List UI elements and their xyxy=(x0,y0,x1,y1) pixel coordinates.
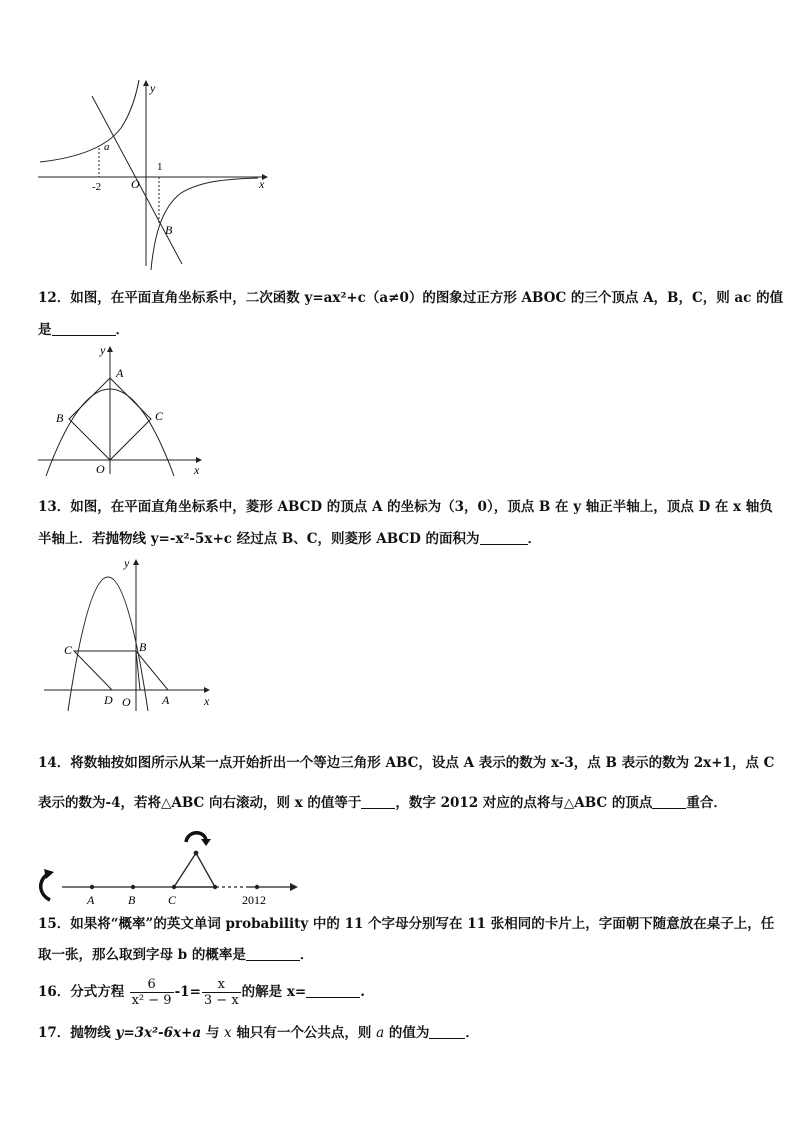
equilateral-triangle xyxy=(174,853,215,887)
question-number: 16． xyxy=(38,984,71,1000)
answer-blank[interactable] xyxy=(480,530,528,545)
x-axis-label: x xyxy=(259,177,265,191)
point-d-label: D xyxy=(104,693,113,707)
point-a-label: A xyxy=(116,366,124,380)
y-axis-label: y xyxy=(150,81,156,95)
y-axis-label: y xyxy=(124,556,130,570)
point-c-label: C xyxy=(64,643,73,657)
answer-blank-1[interactable] xyxy=(361,794,395,809)
question-15-line2: 取一张，那么取到字母 b 的概率是 ． xyxy=(38,947,314,963)
point-a-label: A xyxy=(162,693,170,707)
x-axis-label: x xyxy=(204,694,210,708)
question-12 xyxy=(38,284,784,312)
question-number: 15． xyxy=(38,916,71,932)
tick-1: 1 xyxy=(157,161,163,173)
fraction-2: $\frac{x}{3 - x}$ xyxy=(203,977,239,1008)
hyperbola-upper-branch xyxy=(40,80,139,162)
question-number: 13． xyxy=(38,499,71,515)
curved-arrow-icon xyxy=(41,874,50,900)
answer-blank[interactable] xyxy=(52,321,116,336)
figure-q12 xyxy=(36,342,208,478)
x-axis-label: x xyxy=(194,463,200,477)
figure-q13 xyxy=(40,553,220,715)
question-15 xyxy=(38,910,775,938)
figure-q14 xyxy=(36,826,300,908)
answer-blank[interactable] xyxy=(429,1024,465,1039)
question-text: 如图，在平面直角坐标系中，菱形 ABCD 的顶点 A 的坐标为（3，0），顶点 B 在 y 轴正半轴上，顶点 D 在 x 轴负 xyxy=(70,499,773,515)
point-b-label: B xyxy=(165,223,173,237)
figure-q11 xyxy=(36,78,270,274)
point-b-label: B xyxy=(128,893,136,907)
question-17: 17．抛物线 y=3x²-6x+a 与 x 轴只有一个公共点，则 a 的值为 ． xyxy=(38,1025,479,1041)
question-text: 如图，在平面直角坐标系中，二次函数 y=ax²+c（a≠0）的图象过正方形 ABOC 的三个顶点 A，B，C，则 ac 的值 xyxy=(70,290,784,306)
question-text: 如果将“概率”的英文单词 probability 中的 11 个字母分别写在 11 张相同的卡片上，字面朝下随意放在桌子上，任 xyxy=(70,916,775,932)
answer-blank-2[interactable] xyxy=(652,794,686,809)
point-b-label: B xyxy=(139,640,147,654)
fraction-1: $\frac{6}{\text{x² − 9}}$ xyxy=(131,977,172,1008)
question-16: 16．分式方程 $\frac{6}{\text{x² − 9}}$ -1= $\frac{x}{3 - x}$ 的解是 x= . xyxy=(38,977,365,1008)
point-a-label: A xyxy=(87,893,95,907)
point-c-label: C xyxy=(168,893,177,907)
question-number: 12． xyxy=(38,290,71,306)
label-2012: 2012 xyxy=(242,893,266,907)
point-c-label: C xyxy=(155,409,164,423)
origin-label: O xyxy=(122,695,131,709)
question-number: 17． xyxy=(38,1025,71,1041)
question-14-line2: 表示的数为-4，若将△ABC 向右滚动，则 x 的值等于 ，数字 2012 对应的点将与△ABC 的顶点 重合． xyxy=(38,795,727,811)
question-14 xyxy=(38,749,775,777)
question-number: 14． xyxy=(38,755,71,771)
rhombus-abcd xyxy=(74,651,168,690)
question-text: 将数轴按如图所示从某一点开始折出一个等边三角形 ABC，设点 A 表示的数为 x-3，点 B 表示的数为 2x+1，点 C xyxy=(70,755,775,771)
point-a-label: a xyxy=(104,141,110,153)
question-13-line2: 半轴上．若抛物线 y=-x²-5x+c 经过点 B、C，则菱形 ABCD 的面积为 ． xyxy=(38,531,542,547)
question-12-line2: 是 ． xyxy=(38,322,129,338)
point-b-label: B xyxy=(56,411,64,425)
origin-label: O xyxy=(96,462,105,476)
question-13 xyxy=(38,493,773,521)
origin-label: O xyxy=(131,177,140,191)
formula: y=3x²-6x+a xyxy=(115,1025,202,1041)
answer-blank[interactable] xyxy=(306,983,360,998)
y-axis-label: y xyxy=(100,343,106,357)
answer-blank[interactable] xyxy=(246,946,300,961)
tick-neg2: -2 xyxy=(92,181,102,193)
